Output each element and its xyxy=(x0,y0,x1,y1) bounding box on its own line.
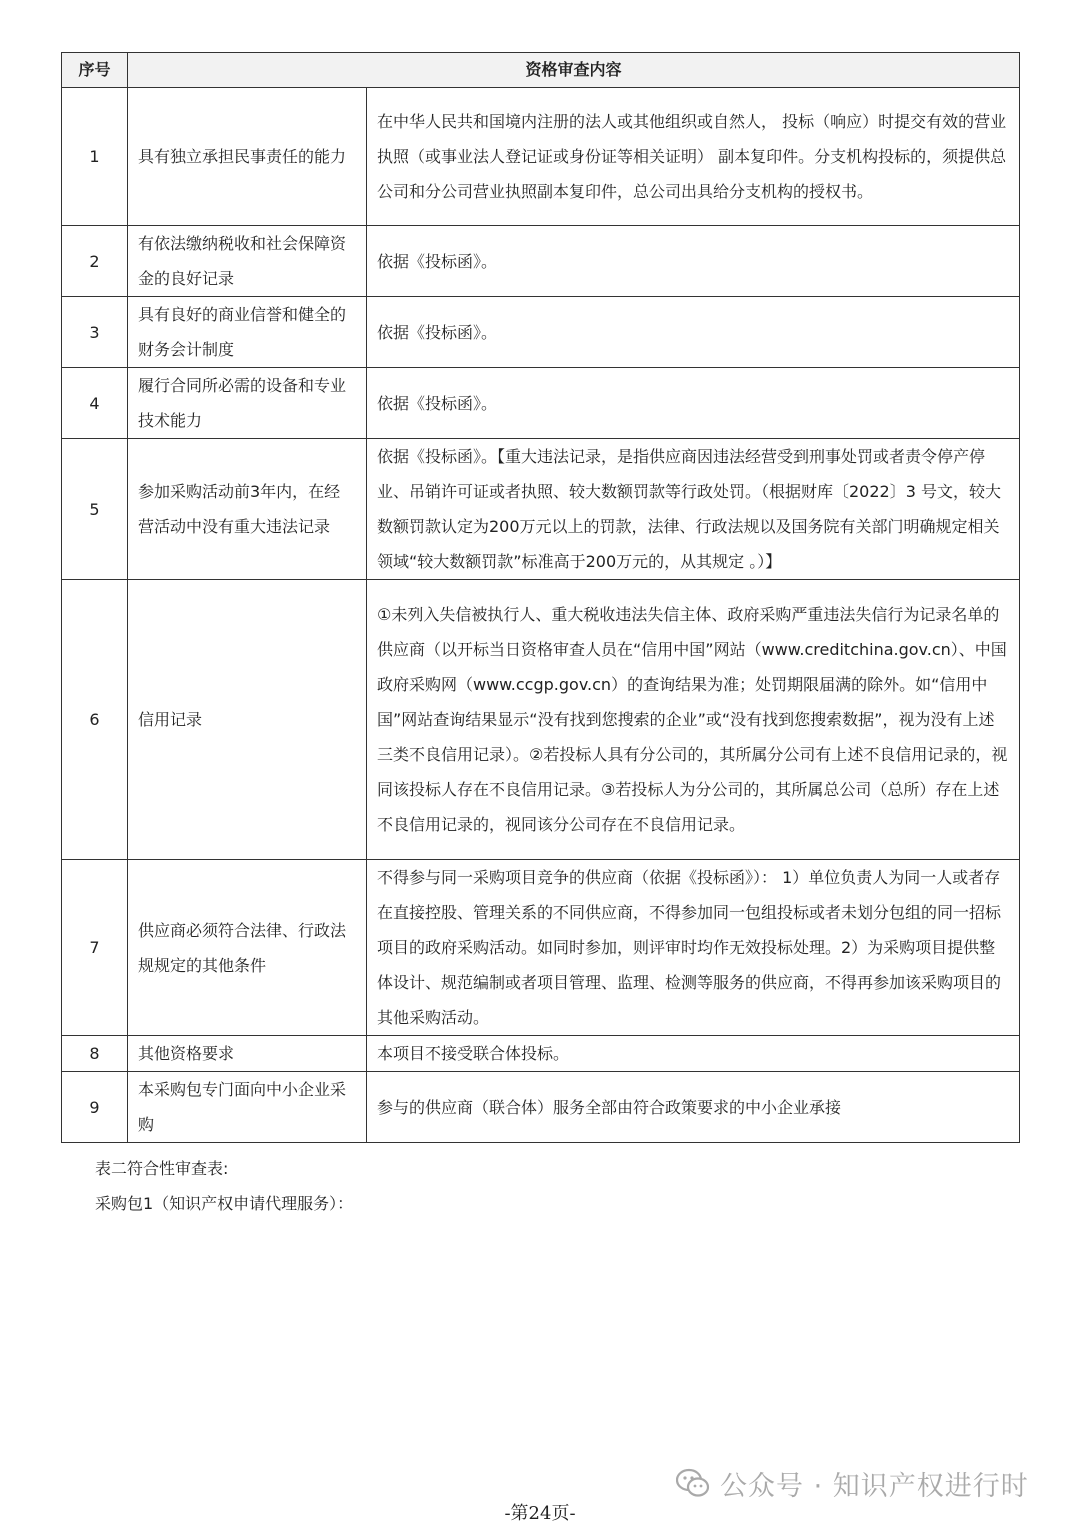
header-serial-number: 序号 xyxy=(62,53,128,88)
package-label: 采购包1（知识产权申请代理服务）： xyxy=(95,1194,354,1213)
requirement-item: 参加采购活动前3年内，在经营活动中没有重大违法记录 xyxy=(128,439,367,580)
requirement-detail: 依据《投标函》。 xyxy=(367,226,1020,297)
requirement-item: 信用记录 xyxy=(128,580,367,860)
table-row xyxy=(62,439,1020,580)
table-row xyxy=(62,1036,1020,1072)
requirement-item: 履行合同所必需的设备和专业技术能力 xyxy=(128,368,367,439)
table-row xyxy=(62,368,1020,439)
requirement-item: 本采购包专门面向中小企业采购 xyxy=(128,1072,367,1143)
table-row xyxy=(62,88,1020,226)
row-number: 5 xyxy=(62,439,128,580)
wechat-icon xyxy=(676,1468,710,1498)
table-row xyxy=(62,580,1020,860)
table-row xyxy=(62,226,1020,297)
row-number: 1 xyxy=(62,88,128,226)
qualification-review-table xyxy=(61,52,1020,1143)
table2-title: 表二符合性审查表: xyxy=(95,1159,229,1178)
row-number: 3 xyxy=(62,297,128,368)
requirement-item: 具有良好的商业信誉和健全的财务会计制度 xyxy=(128,297,367,368)
requirement-detail: 本项目不接受联合体投标。 xyxy=(367,1036,1020,1072)
requirement-detail: 在中华人民共和国境内注册的法人或其他组织或自然人， 投标（响应）时提交有效的营业执照（或事业法人登记证或身份证等相关证明） 副本复印件。分支机构投标的，须提供总公司和分公司营业执照副本复印件，总公司出具给分支机构的授权书。 xyxy=(367,88,1020,226)
requirement-detail: 依据《投标函》。 xyxy=(367,368,1020,439)
header-review-content: 资格审查内容 xyxy=(128,53,1020,88)
table-row xyxy=(62,297,1020,368)
row-number: 8 xyxy=(62,1036,128,1072)
requirement-item: 有依法缴纳税收和社会保障资金的良好记录 xyxy=(128,226,367,297)
requirement-detail: 依据《投标函》。【重大违法记录，是指供应商因违法经营受到刑事处罚或者责令停产停业、吊销许可证或者执照、较大数额罚款等行政处罚。（根据财库〔2022〕3 号文，较大数额罚款认定为200万元以上的罚款，法律、行政法规以及国务院有关部门明确规定相关领域“较大数额罚款”标准高于200万元的，从其规定 。）】 xyxy=(367,439,1020,580)
row-number: 7 xyxy=(62,860,128,1036)
row-number: 6 xyxy=(62,580,128,860)
requirement-detail: ①未列入失信被执行人、重大税收违法失信主体、政府采购严重违法失信行为记录名单的供应商（以开标当日资格审查人员在“信用中国”网站（www.creditchina.gov.cn）、中国政府采购网（www.ccgp.gov.cn）的查询结果为准；处罚期限届满的除外。如“信用中国”网站查询结果显示“没有找到您搜索的企业”或“没有找到您搜索数据”，视为没有上述三类不良信用记录）。②若投标人具有分公司的，其所属分公司有上述不良信用记录的，视同该投标人存在不良信用记录。③若投标人为分公司的，其所属总公司（总所）存在上述不良信用记录的，视同该分公司存在不良信用记录。 xyxy=(367,580,1020,860)
requirement-item: 具有独立承担民事责任的能力 xyxy=(128,88,367,226)
table-row xyxy=(62,1072,1020,1143)
watermark-text: 公众号 · 知识产权进行时 xyxy=(720,1470,1029,1502)
requirement-detail: 依据《投标函》。 xyxy=(367,297,1020,368)
row-number: 2 xyxy=(62,226,128,297)
table-header-row xyxy=(62,53,1020,88)
table-row xyxy=(62,860,1020,1036)
requirement-detail: 不得参与同一采购项目竞争的供应商（依据《投标函》）： 1）单位负责人为同一人或者存在直接控股、管理关系的不同供应商，不得参加同一包组投标或者未划分包组的同一招标项目的政府采购活动。如同时参加，则评审时均作无效投标处理。2）为采购项目提供整体设计、规范编制或者项目管理、监理、检测等服务的供应商，不得再参加该采购项目的其他采购活动。 xyxy=(367,860,1020,1036)
requirement-item: 供应商必须符合法律、行政法规规定的其他条件 xyxy=(128,860,367,1036)
requirement-detail: 参与的供应商（联合体）服务全部由符合政策要求的中小企业承接 xyxy=(367,1072,1020,1143)
page-number: -第24页- xyxy=(504,1503,576,1524)
row-number: 4 xyxy=(62,368,128,439)
row-number: 9 xyxy=(62,1072,128,1143)
requirement-item: 其他资格要求 xyxy=(128,1036,367,1072)
